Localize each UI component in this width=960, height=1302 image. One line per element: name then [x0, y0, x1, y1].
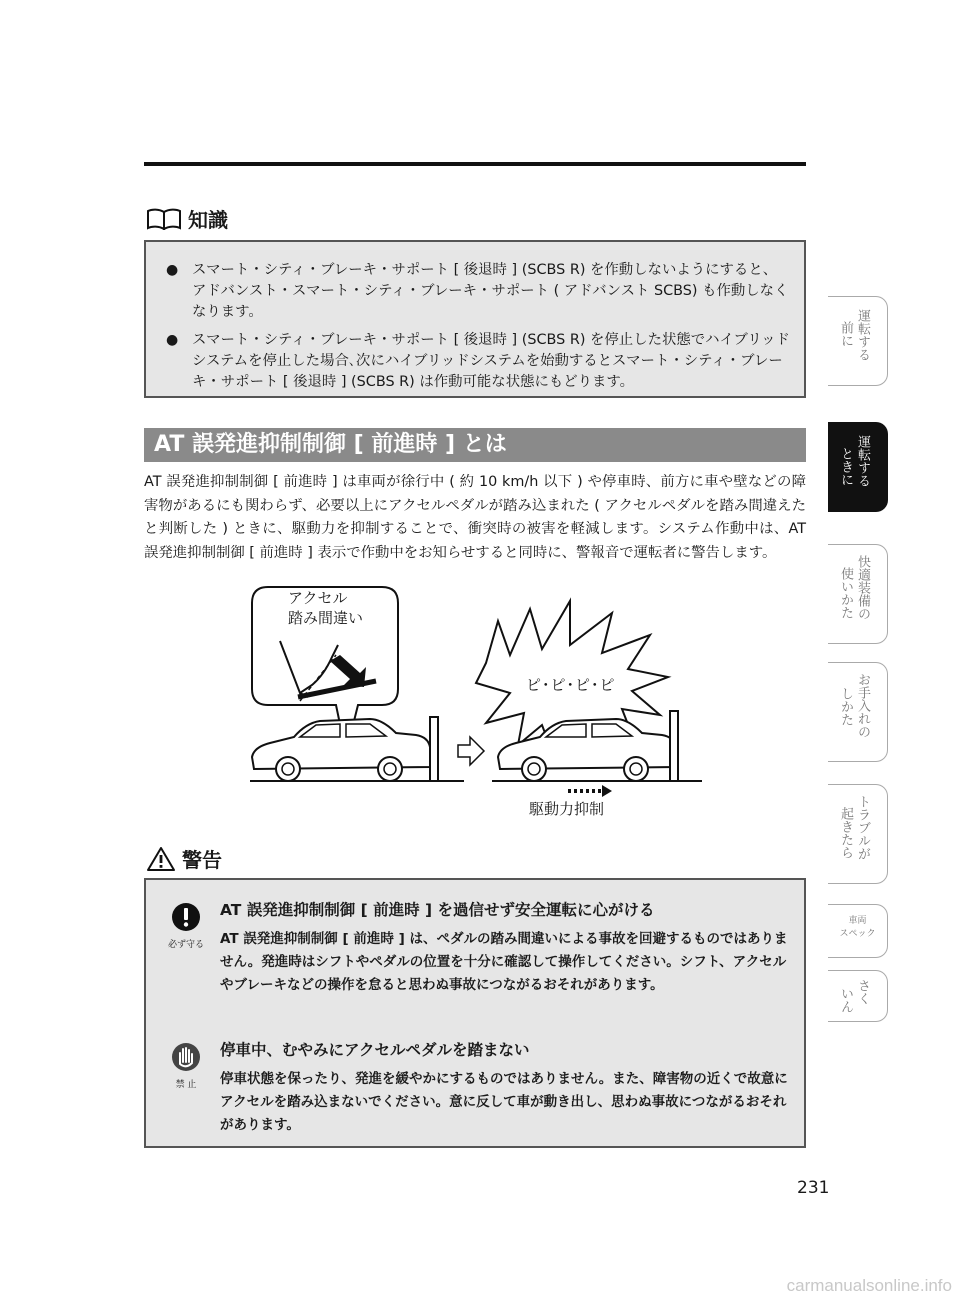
tab-before-driving[interactable]: 運転する 前に — [828, 296, 888, 386]
tab-maintenance[interactable]: お手入れの しかた — [828, 662, 888, 762]
tab-index[interactable]: さく いん — [828, 970, 888, 1022]
illustration — [240, 585, 710, 825]
knowledge-item: ● スマート・シティ・ブレーキ・サポート [ 後退時 ] (SCBS R) を作動しないようにすると、アドバンスト・スマート・シティ・ブレーキ・サポート ( アドバンスト SCBS) も作動しなくなります。 — [166, 262, 789, 320]
page-number: 231 — [797, 1178, 830, 1198]
beep-label: ピ･ピ･ピ･ピ — [526, 676, 616, 694]
warning-icon-caption: 必ず守る — [167, 940, 204, 950]
warning-triangle-icon — [146, 846, 176, 872]
top-rule — [144, 162, 806, 166]
section-paragraph: AT 誤発進抑制制御 [ 前進時 ] は車両が徐行中 ( 約 10 km/h 以下 ) や停車時、前方に車や壁などの障害物があるにも関わらず、必要以上にアクセルペダルが踏み込まれた ( アクセルペダルを踏み間違えたと判断した ) ときに、駆動力を抑制することで、衝突時の被害を軽減します。システム作動中は、AT 誤発進抑制制御 [ 前進時 ] 表示で作動中をお知らせすると同時に、警報音で運転者に警告します。 — [144, 474, 806, 561]
knowledge-title: 知識 — [188, 208, 228, 232]
section-title: AT 誤発進抑制制御 [ 前進時 ] とは — [144, 428, 806, 462]
knowledge-list — [164, 260, 790, 400]
tab-while-driving[interactable]: 運転する ときに — [828, 422, 888, 512]
prohibited-hand-icon — [171, 1042, 201, 1072]
warning-item-heading: 停車中、むやみにアクセルペダルを踏まない — [220, 1041, 530, 1059]
bullet-icon: ● — [166, 332, 179, 348]
warning-item-body: 停車状態を保ったり、発進を緩やかにするものではありません。また、障害物の近くで故意にアクセルを踏み込まないでください。意に反して車が動き出し、思わぬ事故につながるおそれがあります。 — [220, 1071, 788, 1133]
warning-item-body: AT 誤発進抑制制御 [ 前進時 ] は、ペダルの踏み間違いによる事故を回避するものではありません。発進時はシフトやペダルの位置を十分に確認して操作してください。シフト、アクセルやブレーキなどの操作を怠ると思わぬ事故につながるおそれがあります。 — [220, 931, 788, 993]
warning-item-heading: AT 誤発進抑制制御 [ 前進時 ] を過信せず安全運転に心がける — [220, 901, 655, 919]
exclamation-icon — [171, 902, 201, 932]
book-icon — [146, 208, 182, 230]
car-before-icon — [252, 719, 430, 781]
knowledge-item: ● スマート・シティ・ブレーキ・サポート [ 後退時 ] (SCBS R) を停止した状態でハイブリッドシステムを停止した場合､次にハイブリッドシステムを始動するとスマート・シティ・ブレーキ・サポート [ 後退時 ] (SCBS R) は作動可能な状態にもどります。 — [166, 332, 790, 390]
transition-arrow-icon — [458, 737, 484, 765]
wall-post — [670, 711, 678, 781]
watermark: carmanualsonline.info — [786, 1276, 952, 1295]
warning-heading — [146, 844, 222, 873]
knowledge-box — [144, 240, 806, 398]
warning-item-icon — [166, 1042, 206, 1090]
tab-comfort-equipment[interactable]: 快適装備の 使いかた — [828, 544, 888, 644]
bubble-label: アクセル 踏み間違い — [288, 589, 364, 627]
warning-item-icon — [166, 902, 206, 950]
wall-post — [430, 717, 438, 781]
drive-label: 駆動力抑制 — [529, 800, 605, 818]
warning-title: 警告 — [182, 848, 222, 872]
tab-specifications[interactable]: 車両 スペック — [828, 904, 888, 958]
warning-icon-caption: 禁 止 — [175, 1080, 197, 1090]
tab-troubleshooting[interactable]: トラブルが 起きたら — [828, 784, 888, 884]
warning-box — [144, 878, 806, 1148]
knowledge-heading — [146, 204, 228, 233]
bullet-icon: ● — [166, 262, 179, 278]
